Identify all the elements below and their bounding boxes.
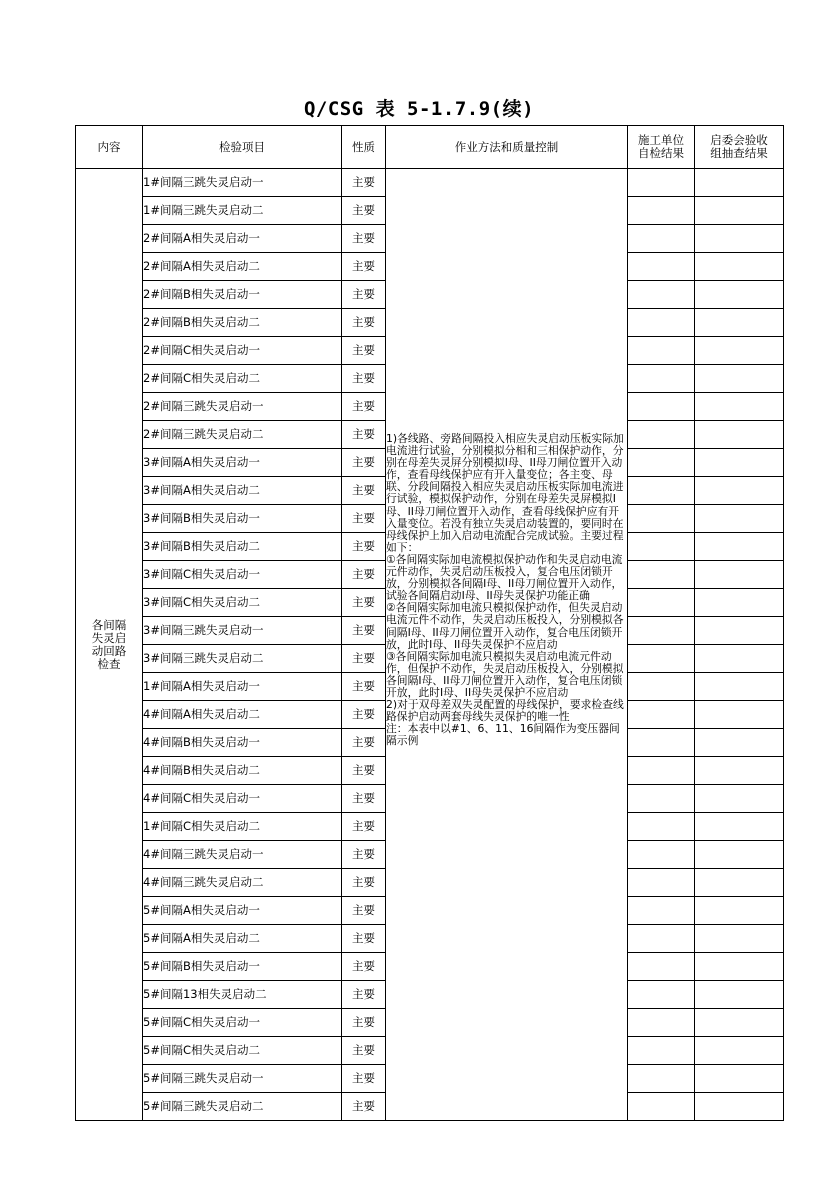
item-nature: 主要 — [342, 505, 386, 533]
header-self-check-text: 施工单位 自检结果 — [638, 133, 684, 160]
content-category-cell — [76, 169, 143, 1121]
table-row — [76, 169, 784, 197]
method-paragraph: 2)对于双母差双失灵配置的母线保护，要求检查线路保护启动两套母线失灵保护的唯一性 — [386, 698, 624, 724]
item-nature: 主要 — [342, 561, 386, 589]
committee-check-result-cell[interactable] — [695, 953, 784, 981]
self-check-result-cell[interactable] — [628, 533, 695, 561]
inspection-item: 2#间隔A相失灵启动二 — [143, 253, 342, 281]
item-nature: 主要 — [342, 449, 386, 477]
committee-check-result-cell[interactable] — [695, 981, 784, 1009]
inspection-item: 1#间隔A相失灵启动一 — [143, 673, 342, 701]
item-nature: 主要 — [342, 281, 386, 309]
inspection-item: 4#间隔B相失灵启动一 — [143, 729, 342, 757]
inspection-item: 3#间隔B相失灵启动二 — [143, 533, 342, 561]
self-check-result-cell[interactable] — [628, 1065, 695, 1093]
item-nature: 主要 — [342, 1065, 386, 1093]
item-nature: 主要 — [342, 197, 386, 225]
self-check-result-cell[interactable] — [628, 925, 695, 953]
inspection-item: 3#间隔C相失灵启动二 — [143, 589, 342, 617]
committee-check-result-cell[interactable] — [695, 897, 784, 925]
self-check-result-cell[interactable] — [628, 225, 695, 253]
committee-check-result-cell[interactable] — [695, 589, 784, 617]
header-committee-check-text: 启委会验收 组抽查结果 — [710, 133, 768, 160]
item-nature: 主要 — [342, 1037, 386, 1065]
item-nature: 主要 — [342, 701, 386, 729]
inspection-item: 5#间隔13相失灵启动二 — [143, 981, 342, 1009]
inspection-item: 5#间隔C相失灵启动一 — [143, 1009, 342, 1037]
self-check-result-cell[interactable] — [628, 505, 695, 533]
item-nature: 主要 — [342, 757, 386, 785]
self-check-result-cell[interactable] — [628, 953, 695, 981]
method-paragraph: ②各间隔实际加电流只模拟保护动作，但失灵启动电流元件不动作，失灵启动压板投入，分别模拟各间隔I母、II母刀闸位置开入动作，复合电压闭锁开放，此时I母、II母失灵保护不应启动 — [386, 601, 624, 651]
method-paragraph: 1)各线路、旁路间隔投入相应失灵启动压板实际加电流进行试验，分别模拟分相和三相保护动作，分别在母差失灵屏分别模拟I母、II母刀闸位置开入动作，查看母线保护应有开入量变位；各主变、母联、分段间隔投入相应失灵启动压板实际加电流进行试验，模拟保护动作，分别在母差失灵屏模拟I母、II母刀闸位置开入动作，查看母线保护应有开入量变位。若没有独立失灵启动装置的，要同时在母线保护上加入启动电流配合完成试验。主要过程如下： — [386, 432, 624, 554]
committee-check-result-cell[interactable] — [695, 337, 784, 365]
committee-check-result-cell[interactable] — [695, 841, 784, 869]
item-nature: 主要 — [342, 953, 386, 981]
item-nature: 主要 — [342, 813, 386, 841]
self-check-result-cell[interactable] — [628, 477, 695, 505]
table-body — [76, 169, 784, 1121]
committee-check-result-cell[interactable] — [695, 785, 784, 813]
inspection-item: 5#间隔A相失灵启动二 — [143, 925, 342, 953]
inspection-item: 5#间隔B相失灵启动一 — [143, 953, 342, 981]
item-nature: 主要 — [342, 393, 386, 421]
inspection-item: 3#间隔C相失灵启动一 — [143, 561, 342, 589]
committee-check-result-cell[interactable] — [695, 477, 784, 505]
committee-check-result-cell[interactable] — [695, 225, 784, 253]
item-nature: 主要 — [342, 253, 386, 281]
inspection-item: 1#间隔三跳失灵启动二 — [143, 197, 342, 225]
committee-check-result-cell[interactable] — [695, 449, 784, 477]
self-check-result-cell[interactable] — [628, 813, 695, 841]
self-check-result-cell[interactable] — [628, 253, 695, 281]
inspection-item: 4#间隔C相失灵启动一 — [143, 785, 342, 813]
self-check-result-cell[interactable] — [628, 897, 695, 925]
inspection-item: 2#间隔C相失灵启动二 — [143, 365, 342, 393]
committee-check-result-cell[interactable] — [695, 925, 784, 953]
inspection-item: 2#间隔A相失灵启动一 — [143, 225, 342, 253]
inspection-item: 3#间隔A相失灵启动一 — [143, 449, 342, 477]
self-check-result-cell[interactable] — [628, 449, 695, 477]
item-nature: 主要 — [342, 1009, 386, 1037]
header-method: 作业方法和质量控制 — [386, 126, 628, 169]
committee-check-result-cell[interactable] — [695, 561, 784, 589]
item-nature: 主要 — [342, 729, 386, 757]
inspection-item: 2#间隔B相失灵启动二 — [143, 309, 342, 337]
inspection-item: 5#间隔三跳失灵启动二 — [143, 1093, 342, 1121]
self-check-result-cell[interactable] — [628, 617, 695, 645]
self-check-result-cell[interactable] — [628, 281, 695, 309]
committee-check-result-cell[interactable] — [695, 1009, 784, 1037]
item-nature: 主要 — [342, 225, 386, 253]
committee-check-result-cell[interactable] — [695, 393, 784, 421]
item-nature: 主要 — [342, 309, 386, 337]
item-nature: 主要 — [342, 533, 386, 561]
item-nature: 主要 — [342, 477, 386, 505]
self-check-result-cell[interactable] — [628, 729, 695, 757]
committee-check-result-cell[interactable] — [695, 309, 784, 337]
item-nature: 主要 — [342, 1093, 386, 1121]
committee-check-result-cell[interactable] — [695, 197, 784, 225]
committee-check-result-cell[interactable] — [695, 757, 784, 785]
inspection-item: 4#间隔三跳失灵启动一 — [143, 841, 342, 869]
self-check-result-cell[interactable] — [628, 757, 695, 785]
self-check-result-cell[interactable] — [628, 1037, 695, 1065]
committee-check-result-cell[interactable] — [695, 281, 784, 309]
self-check-result-cell[interactable] — [628, 169, 695, 197]
inspection-item: 3#间隔三跳失灵启动二 — [143, 645, 342, 673]
committee-check-result-cell[interactable] — [695, 505, 784, 533]
item-nature: 主要 — [342, 925, 386, 953]
page-title: Q/CSG 表 5-1.7.9(续) — [303, 98, 535, 120]
inspection-item: 1#间隔C相失灵启动二 — [143, 813, 342, 841]
self-check-result-cell[interactable] — [628, 785, 695, 813]
committee-check-result-cell[interactable] — [695, 1065, 784, 1093]
item-nature: 主要 — [342, 337, 386, 365]
item-nature: 主要 — [342, 589, 386, 617]
self-check-result-cell[interactable] — [628, 197, 695, 225]
inspection-table — [75, 125, 784, 1121]
inspection-item: 2#间隔B相失灵启动一 — [143, 281, 342, 309]
method-cell — [386, 169, 628, 1121]
inspection-item: 3#间隔三跳失灵启动一 — [143, 617, 342, 645]
inspection-item: 3#间隔B相失灵启动一 — [143, 505, 342, 533]
committee-check-result-cell[interactable] — [695, 617, 784, 645]
inspection-item: 1#间隔三跳失灵启动一 — [143, 169, 342, 197]
item-nature: 主要 — [342, 645, 386, 673]
item-nature: 主要 — [342, 617, 386, 645]
method-paragraph: 注：本表中以#1、6、11、16间隔作为变压器间隔示例 — [386, 722, 620, 748]
inspection-item: 2#间隔三跳失灵启动一 — [143, 393, 342, 421]
committee-check-result-cell[interactable] — [695, 645, 784, 673]
self-check-result-cell[interactable] — [628, 645, 695, 673]
committee-check-result-cell[interactable] — [695, 365, 784, 393]
self-check-result-cell[interactable] — [628, 337, 695, 365]
self-check-result-cell[interactable] — [628, 309, 695, 337]
inspection-item: 2#间隔三跳失灵启动二 — [143, 421, 342, 449]
inspection-item: 4#间隔三跳失灵启动二 — [143, 869, 342, 897]
self-check-result-cell[interactable] — [628, 869, 695, 897]
self-check-result-cell[interactable] — [628, 673, 695, 701]
header-self-check — [628, 126, 695, 169]
inspection-item: 5#间隔C相失灵启动二 — [143, 1037, 342, 1065]
self-check-result-cell[interactable] — [628, 1009, 695, 1037]
item-nature: 主要 — [342, 785, 386, 813]
header-nature: 性质 — [342, 126, 386, 169]
content-category-label: 各间隔 失灵启 动回路 检查 — [91, 617, 127, 671]
item-nature: 主要 — [342, 897, 386, 925]
inspection-item: 2#间隔C相失灵启动一 — [143, 337, 342, 365]
item-nature: 主要 — [342, 169, 386, 197]
committee-check-result-cell[interactable] — [695, 1093, 784, 1121]
self-check-result-cell[interactable] — [628, 561, 695, 589]
item-nature: 主要 — [342, 981, 386, 1009]
self-check-result-cell[interactable] — [628, 1093, 695, 1121]
self-check-result-cell[interactable] — [628, 421, 695, 449]
committee-check-result-cell[interactable] — [695, 673, 784, 701]
self-check-result-cell[interactable] — [628, 393, 695, 421]
inspection-item: 5#间隔A相失灵启动一 — [143, 897, 342, 925]
committee-check-result-cell[interactable] — [695, 421, 784, 449]
item-nature: 主要 — [342, 673, 386, 701]
self-check-result-cell[interactable] — [628, 365, 695, 393]
item-nature: 主要 — [342, 421, 386, 449]
committee-check-result-cell[interactable] — [695, 729, 784, 757]
committee-check-result-cell[interactable] — [695, 701, 784, 729]
committee-check-result-cell[interactable] — [695, 169, 784, 197]
inspection-item: 5#间隔三跳失灵启动一 — [143, 1065, 342, 1093]
inspection-item: 4#间隔B相失灵启动二 — [143, 757, 342, 785]
item-nature: 主要 — [342, 869, 386, 897]
self-check-result-cell[interactable] — [628, 841, 695, 869]
inspection-item: 4#间隔A相失灵启动二 — [143, 701, 342, 729]
committee-check-result-cell[interactable] — [695, 1037, 784, 1065]
item-nature: 主要 — [342, 841, 386, 869]
header-content: 内容 — [76, 126, 143, 169]
committee-check-result-cell[interactable] — [695, 813, 784, 841]
method-paragraph: ③各间隔实际加电流只模拟失灵启动电流元件动作，但保护不动作，失灵启动压板投入，分别模拟各间隔I母、II母刀闸位置开入动作，复合电压闭锁开放，此时I母、II母失灵保护不应启动 — [386, 649, 624, 699]
table-header — [76, 126, 784, 169]
inspection-item: 3#间隔A相失灵启动二 — [143, 477, 342, 505]
header-inspection-item: 检验项目 — [143, 126, 342, 169]
method-paragraph: ①各间隔实际加电流模拟保护动作和失灵启动电流元件动作，失灵启动压板投入，复合电压闭锁开放，分别模拟各间隔I母、II母刀闸位置开入动作，试验各间隔启动I母、II母失灵保护功能正确 — [386, 552, 623, 603]
committee-check-result-cell[interactable] — [695, 253, 784, 281]
method-description — [386, 169, 627, 747]
committee-check-result-cell[interactable] — [695, 533, 784, 561]
committee-check-result-cell[interactable] — [695, 869, 784, 897]
self-check-result-cell[interactable] — [628, 589, 695, 617]
header-committee-check — [695, 126, 784, 169]
self-check-result-cell[interactable] — [628, 981, 695, 1009]
self-check-result-cell[interactable] — [628, 701, 695, 729]
item-nature: 主要 — [342, 365, 386, 393]
